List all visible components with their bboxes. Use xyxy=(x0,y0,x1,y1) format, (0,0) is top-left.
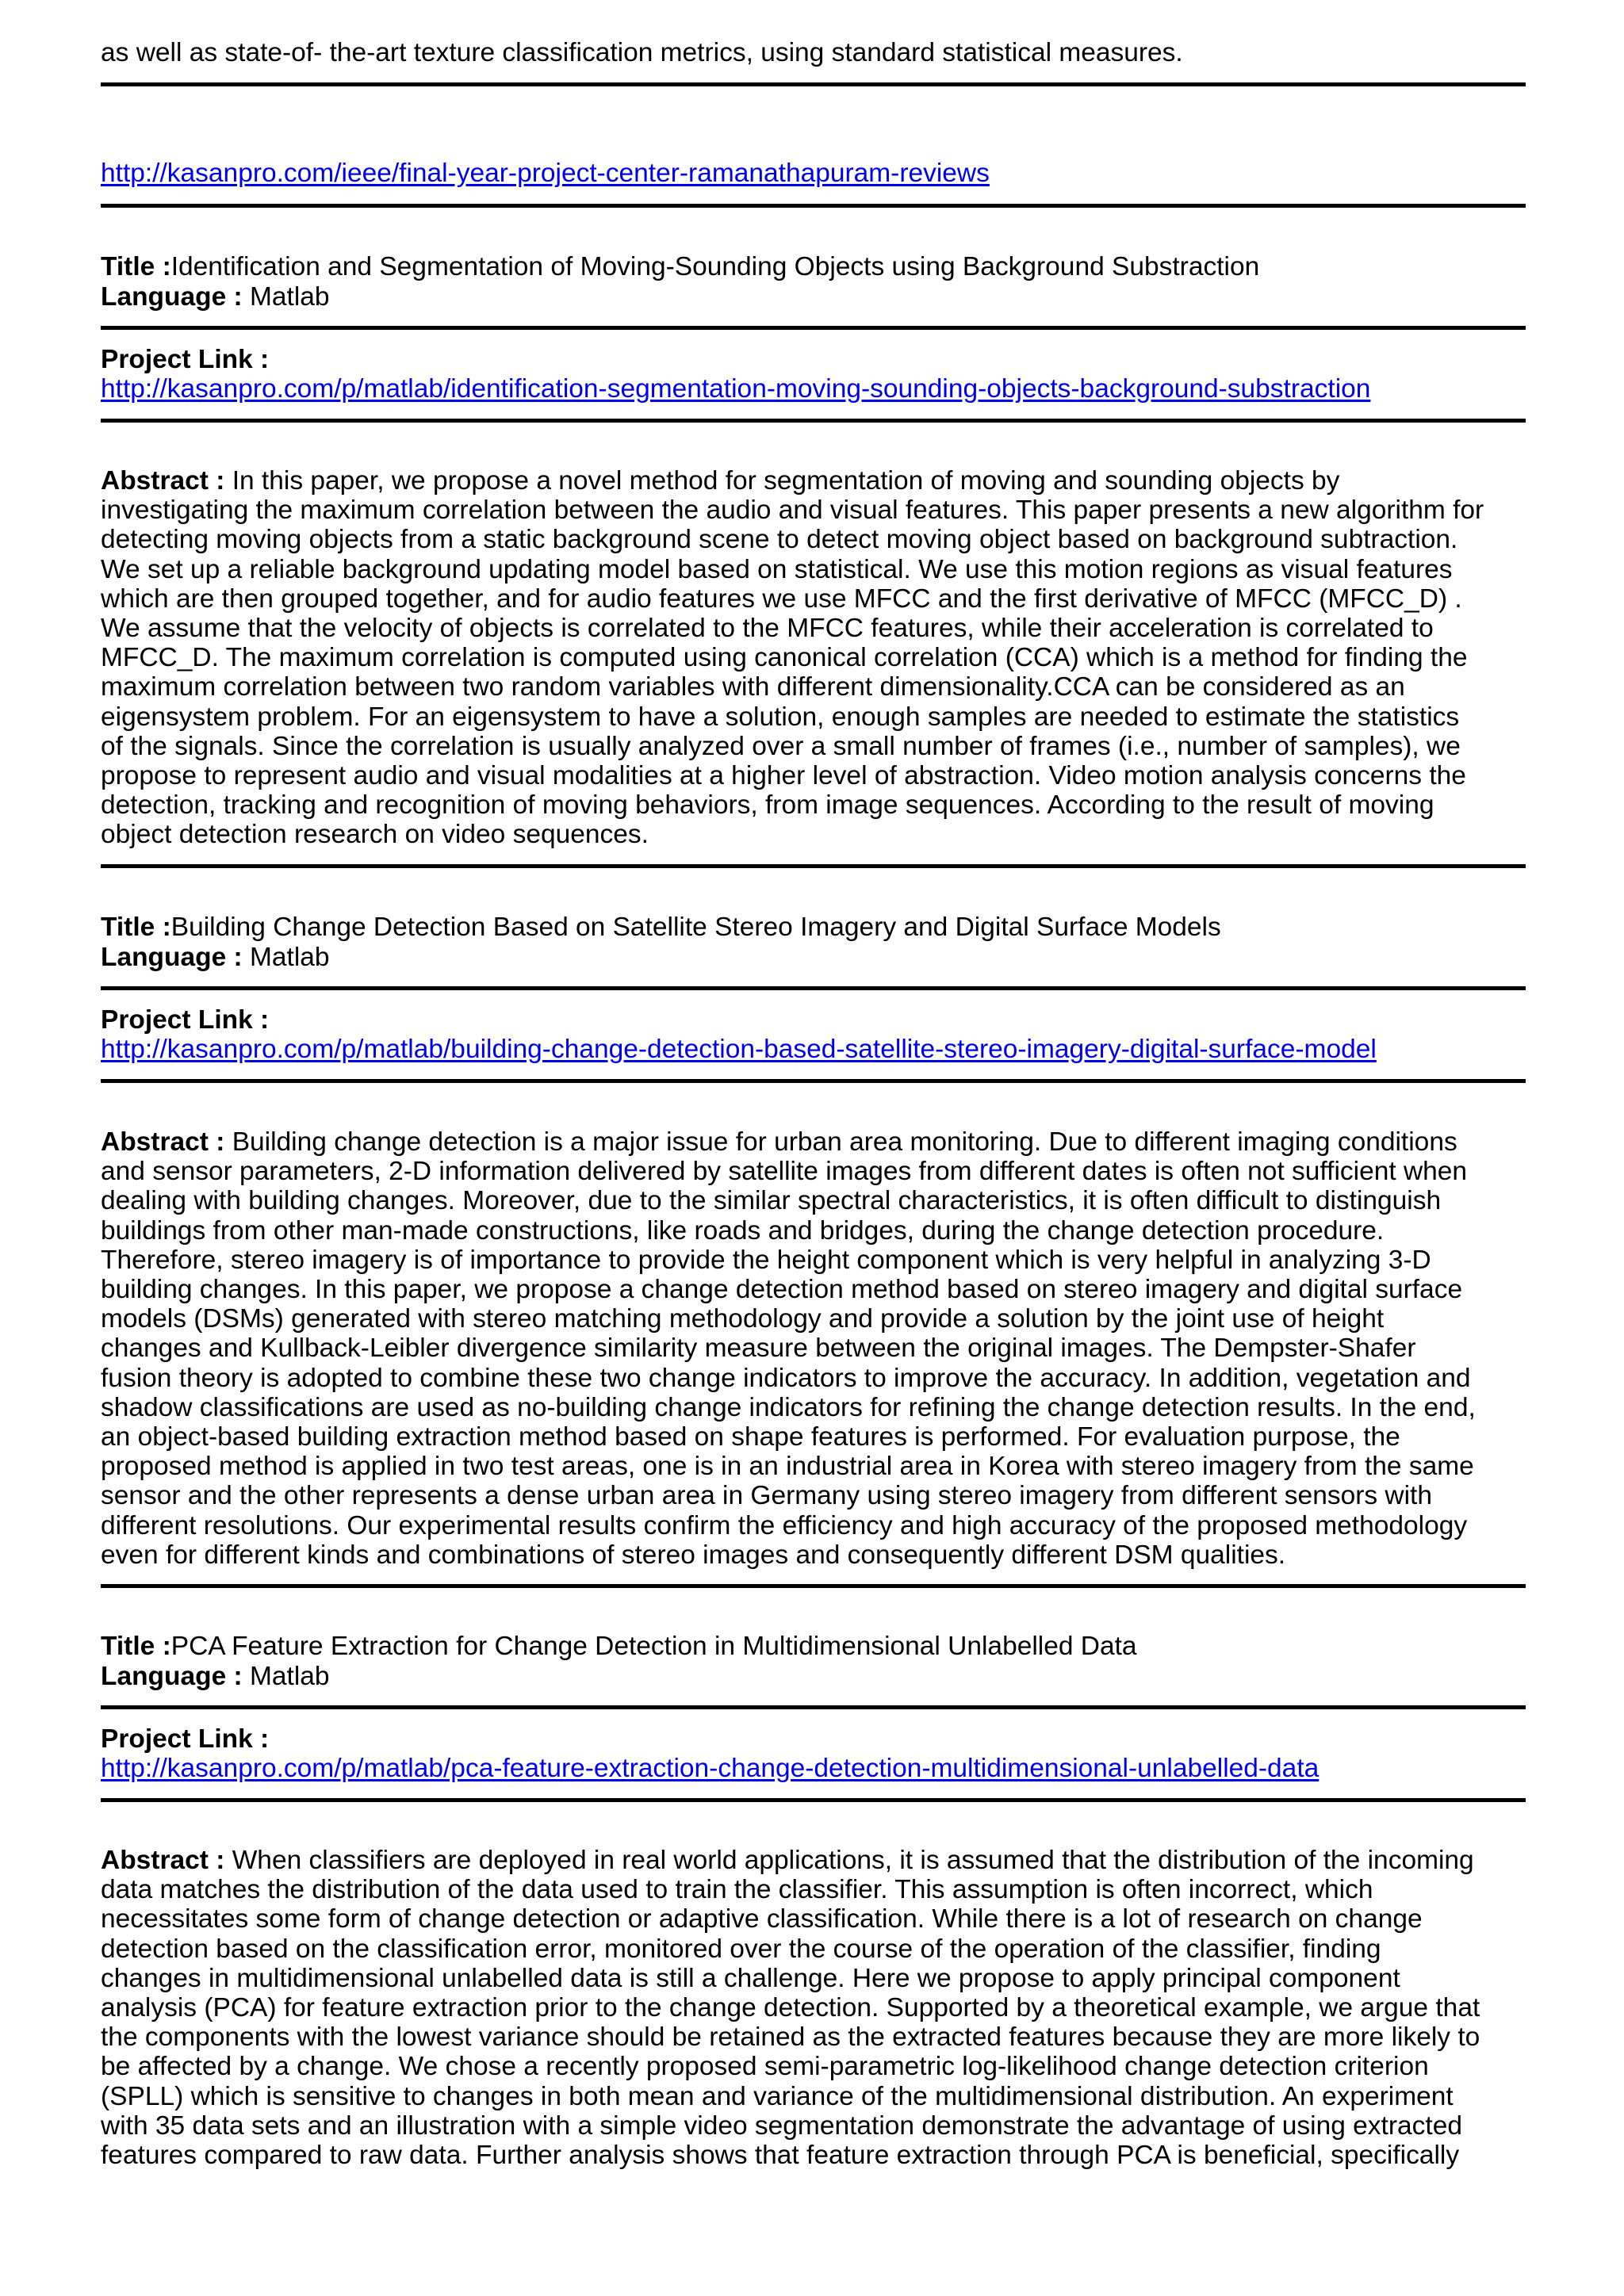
divider xyxy=(101,864,1526,868)
project-link[interactable]: http://kasanpro.com/p/matlab/identification-segmentation-moving-sounding-objects-background-substraction xyxy=(101,374,1371,404)
abstract-label: Abstract : xyxy=(101,1127,225,1157)
project-link-label: Project Link : xyxy=(101,345,270,374)
intro-text: as well as state-of- the-art texture classification metrics, using standard statistical measures. xyxy=(101,38,1183,67)
language-row xyxy=(101,943,330,972)
divider xyxy=(101,1079,1526,1083)
project-language: Matlab xyxy=(250,1662,330,1691)
project-link-label: Project Link : xyxy=(101,1724,270,1754)
reviews-link[interactable]: http://kasanpro.com/ieee/final-year-project-center-ramanathapuram-reviews xyxy=(101,159,990,188)
project-language: Matlab xyxy=(250,943,330,972)
divider xyxy=(101,1798,1526,1802)
project-link[interactable]: http://kasanpro.com/p/matlab/building-change-detection-based-satellite-stereo-imagery-digital-surface-model xyxy=(101,1035,1377,1064)
title-row xyxy=(101,913,1221,942)
language-row xyxy=(101,1662,330,1691)
project-title: Identification and Segmentation of Moving-Sounding Objects using Background Substraction xyxy=(170,252,1260,281)
language-label: Language : xyxy=(101,943,243,972)
abstract-label: Abstract : xyxy=(101,1846,225,1875)
title-row xyxy=(101,252,1259,281)
project-title: PCA Feature Extraction for Change Detection in Multidimensional Unlabelled Data xyxy=(170,1632,1137,1661)
divider xyxy=(101,1705,1526,1709)
project-link[interactable]: http://kasanpro.com/p/matlab/pca-feature-extraction-change-detection-multidimensional-unlabelled-data xyxy=(101,1754,1320,1783)
title-label: Title : xyxy=(101,913,171,942)
divider xyxy=(101,82,1526,86)
language-label: Language : xyxy=(101,282,243,312)
language-label: Language : xyxy=(101,1662,243,1691)
project-abstract: Abstract : When classifiers are deployed in real world applications, it is assumed that the distribution of the incoming data matches the distribution of the data used to train the classifier. This assumption is often incorrect, which necessitates some form of change detection or adaptive classification. While there is a lot of research on change detection based on the classification error, monitored over the course of the operation of the classifier, finding changes in multidimensional unlabelled data is still a challenge. Here we propose to apply principal component analysis (PCA) for feature extraction prior to the change detection. Supported by a theoretical example, we argue that the components with the lowest variance should be retained as the extracted features because they are more likely to be affected by a change. We chose a recently proposed semi-parametric log-likelihood change detection criterion (SPLL) which is sensitive to changes in both mean and variance of the multidimensional distribution. An experiment with 35 data sets and an illustration with a simple video segmentation demonstrate the advantage of using extracted features compared to raw data. Further analysis shows that feature extraction through PCA is beneficial, specifically xyxy=(101,1846,1480,2171)
title-row xyxy=(101,1632,1137,1661)
divider xyxy=(101,326,1526,330)
project-abstract: Abstract : Building change detection is a major issue for urban area monitoring. Due to different imaging conditions and sensor parameters, 2-D information delivered by satellite images from different dates is often not sufficient when dealing with building changes. Moreover, due to the similar spectral characteristics, it is often difficult to distinguish buildings from other man-made constructions, like roads and bridges, during the change detection procedure. Therefore, stereo imagery is of importance to provide the height component which is very helpful in analyzing 3-D building changes. In this paper, we propose a change detection method based on stereo imagery and digital surface models (DSMs) generated with stereo matching methodology and provide a solution by the joint use of height changes and Kullback-Leibler divergence similarity measure between the original images. The Dempster-Shafer fusion theory is adopted to combine these two change indicators to improve the accuracy. In addition, vegetation and shadow classifications are used as no-building change indicators for refining the change detection results. In the end, an object-based building extraction method based on shape features is performed. For evaluation purpose, the proposed method is applied in two test areas, one is in an industrial area in Korea with stereo imagery from the same sensor and the other represents a dense urban area in Germany using stereo imagery from different sensors with different resolutions. Our experimental results confirm the efficiency and high accuracy of the proposed methodology even for different kinds and combinations of stereo images and consequently different DSM qualities. xyxy=(101,1127,1476,1570)
project-link-label: Project Link : xyxy=(101,1005,270,1035)
divider xyxy=(101,204,1526,208)
project-title: Building Change Detection Based on Satellite Stereo Imagery and Digital Surface Models xyxy=(170,913,1221,942)
language-row xyxy=(101,282,330,312)
divider xyxy=(101,986,1526,990)
title-label: Title : xyxy=(101,252,171,281)
abstract-label: Abstract : xyxy=(101,466,225,496)
divider xyxy=(101,419,1526,423)
project-abstract: Abstract : In this paper, we propose a novel method for segmentation of moving and sounding objects by investigating the maximum correlation between the audio and visual features. This paper presents a new algorithm for detecting moving objects from a static background scene to detect moving object based on background subtraction. We set up a reliable background updating model based on statistical. We use this motion regions as visual features which are then grouped together, and for audio features we use MFCC and the first derivative of MFCC (MFCC_D) . We assume that the velocity of objects is correlated to the MFCC features, while their acceleration is correlated to MFCC_D. The maximum correlation is computed using canonical correlation (CCA) which is a method for finding the maximum correlation between two random variables with different dimensionality.CCA can be considered as an eigensystem problem. For an eigensystem to have a solution, enough samples are needed to estimate the statistics of the signals. Since the correlation is usually analyzed over a small number of frames (i.e., number of samples), we propose to represent audio and visual modalities at a higher level of abstraction. Video motion analysis concerns the detection, tracking and recognition of moving behaviors, from image sequences. According to the result of moving object detection research on video sequences. xyxy=(101,466,1484,850)
divider xyxy=(101,1584,1526,1588)
project-language: Matlab xyxy=(250,282,330,312)
title-label: Title : xyxy=(101,1632,171,1661)
